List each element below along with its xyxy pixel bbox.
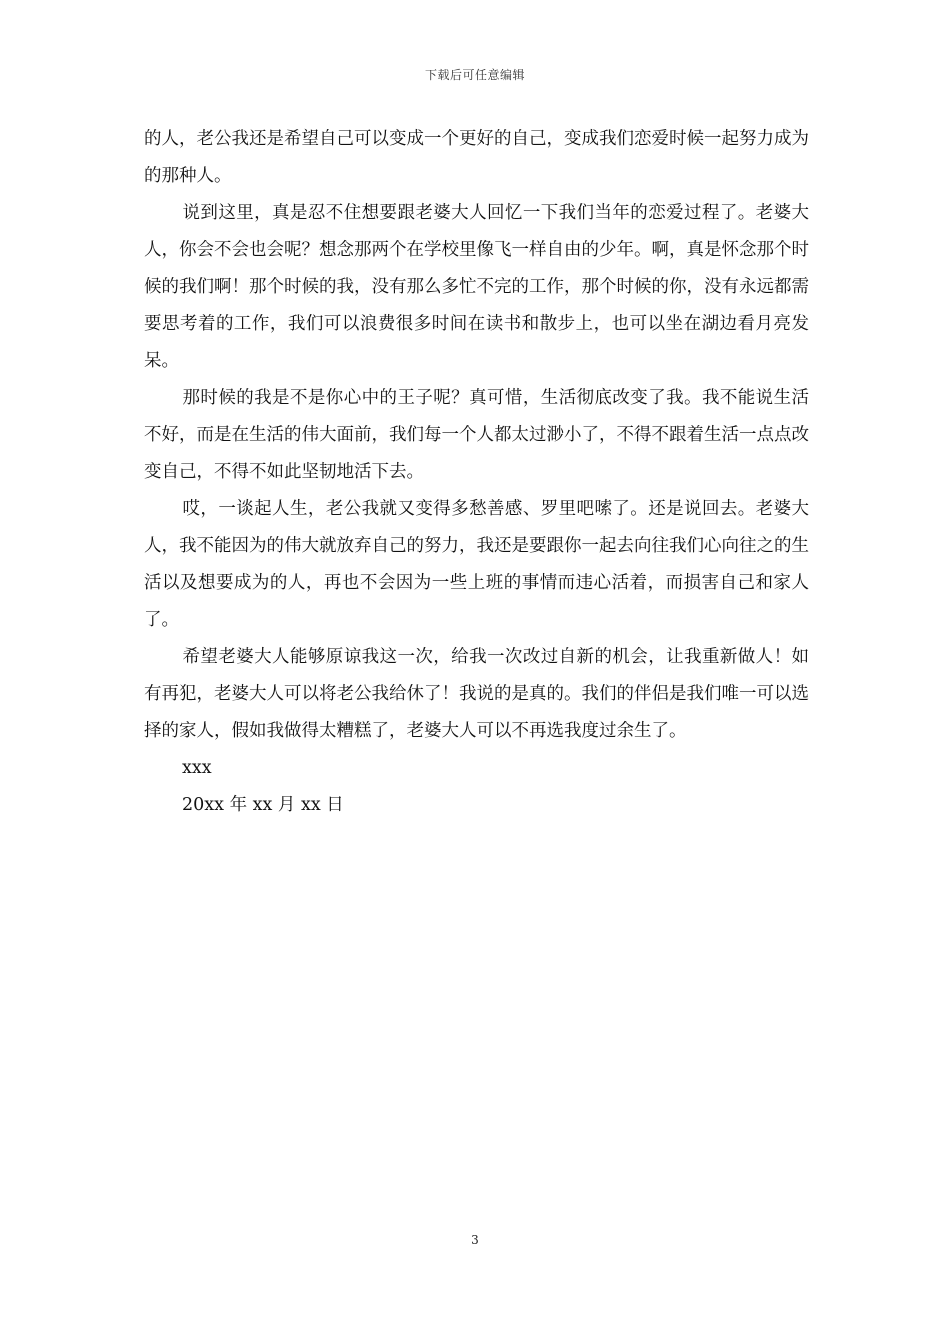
letter-body (144, 121, 809, 824)
paragraph-apology: 希望老婆大人能够原谅我这一次，给我一次改过自新的机会，让我重新做人！如有再犯，老婆大人可以将老公我给休了！我说的是真的。我们的伴侣是我们唯一可以选择的家人，假如我做得太糟糕了，老婆大人可以不再选我度过余生了。 (144, 647, 809, 741)
paragraph-continued: 的人，老公我还是希望自己可以变成一个更好的自己，变成我们恋爱时候一起努力成为的那种人。 (144, 129, 809, 186)
page-number: 3 (471, 1233, 479, 1247)
paragraph-recollection: 说到这里，真是忍不住想要跟老婆大人回忆一下我们当年的恋爱过程了。老婆大人，你会不会也会呢？想念那两个在学校里像飞一样自由的少年。啊，真是怀念那个时候的我们啊！那个时候的我，没有那么多忙不完的工作，那个时候的你，没有永远都需要思考着的工作，我们可以浪费很多时间在读书和散步上，也可以坐在湖边看月亮发呆。 (144, 203, 809, 371)
signature-date: 20xx 年 xx 月 xx 日 (182, 795, 344, 815)
paragraph-prince: 那时候的我是不是你心中的王子呢？真可惜，生活彻底改变了我。我不能说生活不好，而是在生活的伟大面前，我们每一个人都太过渺小了，不得不跟着生活一点点改变自己，不得不如此坚韧地活下去。 (144, 388, 809, 482)
page-header-note: 下载后可任意编辑 (424, 68, 525, 82)
signature: xxx (182, 758, 212, 778)
paragraph-life: 哎，一谈起人生，老公我就又变得多愁善感、罗里吧嗦了。还是说回去。老婆大人，我不能因为的伟大就放弃自己的努力，我还是要跟你一起去向往我们心向往之的生活以及想要成为的人，再也不会因为一些上班的事情而违心活着，而损害自己和家人了。 (144, 499, 809, 630)
